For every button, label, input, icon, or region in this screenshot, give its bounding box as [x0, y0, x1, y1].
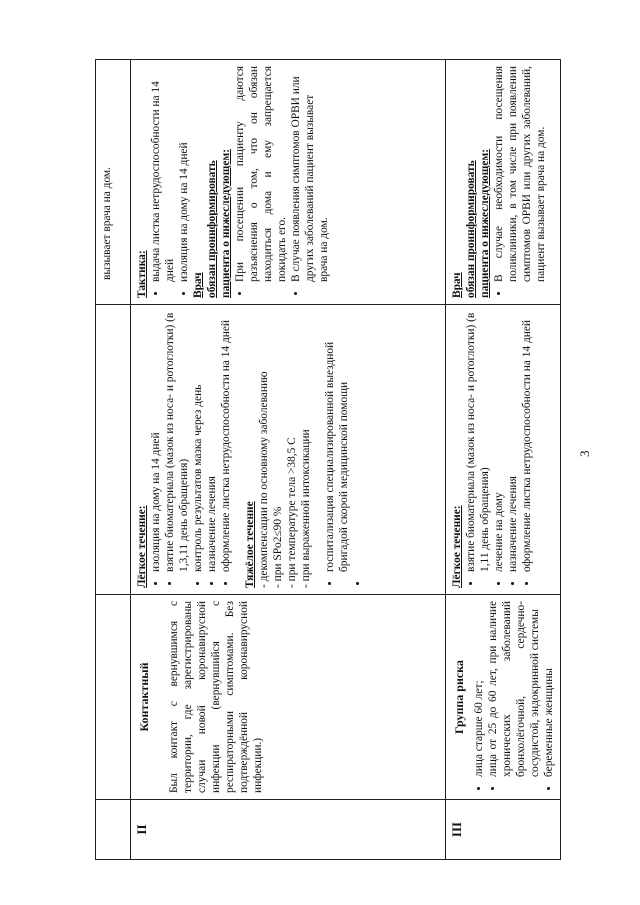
cell-course	[446, 305, 561, 595]
list-item: • лица от 25 до 60 лет, при наличие хронических заболеваний бронхолёгочной, сердечно-сосудистой, эндокринной системы	[486, 601, 542, 777]
table-row-continued	[96, 60, 131, 860]
cell-empty	[96, 800, 131, 860]
cell-tactics-tail	[96, 60, 131, 305]
list-item: • лица старше 60 лет;	[472, 601, 486, 777]
list-item: • беременные женщины	[542, 601, 556, 777]
severe-line: - при SPo2≤90 %	[272, 506, 284, 588]
list-item: • В случае появления симптомов ОРВИ или других заболеваний пациент вызывает врача на дом.	[289, 66, 331, 282]
category-text: Был контакт с вернувшимся с территории, где зарегистрированы случаи новой коронавирусной инфекции (вернувшийся с респираторными симптомами. Без подтверждённой коронавирусной инфекции.)	[168, 601, 264, 793]
tactics-list	[149, 66, 191, 298]
row-number: III	[446, 800, 561, 860]
tactics-tail-text: вызывает врача на дом.	[101, 167, 113, 280]
cell-tactics	[446, 60, 561, 305]
mild-list	[464, 311, 534, 588]
page-number: 3	[577, 450, 592, 457]
list-item: • выдача листка нетрудоспособности на 14 дней	[149, 66, 177, 282]
cell-tactics	[131, 60, 446, 305]
table-row-risk	[446, 60, 561, 860]
doctor-label: Врач	[192, 272, 204, 298]
group-title: Группа риска	[452, 660, 466, 734]
list-item-empty	[351, 311, 365, 572]
list-item: • лечение на дому	[492, 311, 506, 572]
list-item: • изоляция на дому на 14 дней	[177, 66, 191, 282]
cell-empty	[96, 595, 131, 800]
list-item: • назначение лечения	[506, 311, 520, 572]
tactics-heading: Тактика:	[136, 250, 148, 298]
list-item: • оформление листка нетрудоспособности на 14 дней	[520, 311, 534, 572]
cell-category	[131, 595, 446, 800]
table-row-contact	[131, 60, 446, 860]
mild-heading: Лёгкое течение:	[136, 505, 148, 588]
inform-list	[233, 66, 331, 298]
list-item: • В случае необходимости посещения поликлиники, в том числе при появлении симптомов ОРВИ или других заболеваний, пациент вызывает врача на дом.	[492, 66, 548, 282]
severe-list-empty	[351, 311, 365, 588]
inform-heading: пациента о нижеследующем:	[220, 149, 232, 298]
cell-risk-group	[446, 595, 561, 800]
severe-heading: Тяжёлое течение	[244, 501, 256, 588]
list-item: • оформление листка нетрудоспособности на 14 дней	[219, 311, 233, 572]
mild-list	[149, 311, 233, 588]
severe-line: - при выраженной интоксикации	[300, 429, 312, 588]
inform-heading: пациента о нижеследующем:	[479, 149, 491, 298]
list-item: • назначение лечения	[205, 311, 219, 572]
list-item: • взятие биоматериала (мазок из носа- и ротоглотки) (в 1,3,11 день обращения)	[163, 311, 191, 572]
list-item: • изоляция на дому на 14 дней	[149, 311, 163, 572]
list-item: • взятие биоматериала (мазок из носа- и ротоглотки) (в 1,11 день обращения)	[464, 311, 492, 572]
severe-line: - декомпенсации по основному заболеванию	[258, 371, 270, 588]
row-number: II	[131, 800, 446, 860]
doctor-label: Врач	[451, 272, 463, 298]
inform-heading: обязан проинформировать	[206, 160, 218, 298]
list-item: • госпитализация специализированной выездной бригадой скорой медицинской помощи	[323, 311, 351, 572]
group-list	[472, 601, 556, 793]
mild-heading: Лёгкое течение:	[451, 505, 463, 588]
inform-list	[492, 66, 548, 298]
severe-line: - при температуре тела >38,5 С	[286, 437, 298, 588]
inform-heading: обязан проинформировать	[465, 160, 477, 298]
list-item: • При посещении пациенту даются разъяснения о том, что он обязан находиться дома и ему запрещается покидать его.	[233, 66, 289, 282]
list-item: • контроль результатов мазка через день	[191, 311, 205, 572]
measures-table	[95, 59, 561, 860]
severe-list	[323, 311, 351, 588]
cell-empty	[96, 305, 131, 595]
cell-course	[131, 305, 446, 595]
category-title: Контактный	[137, 662, 151, 732]
